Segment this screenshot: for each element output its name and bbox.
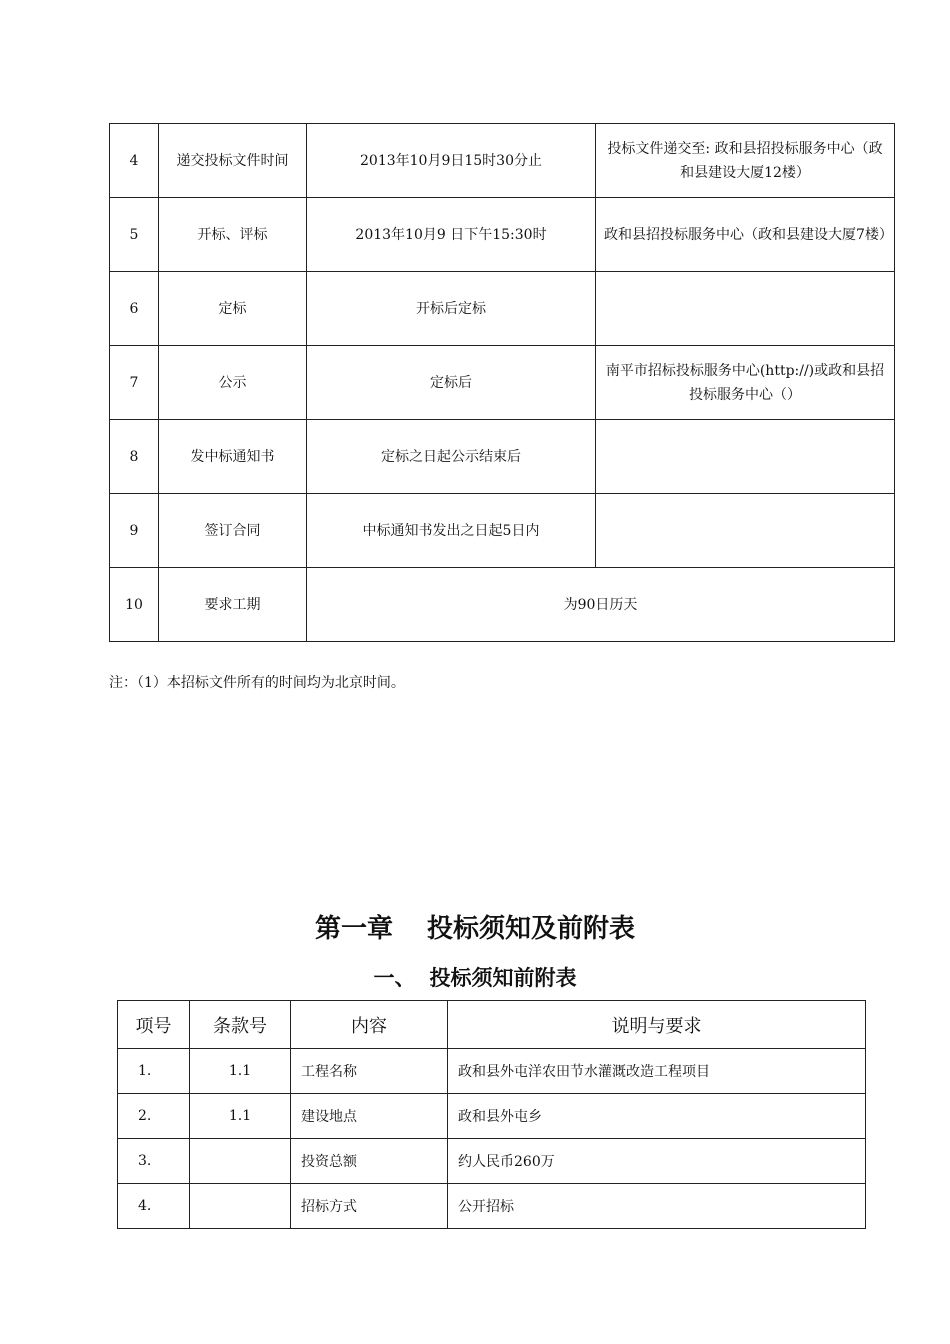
clause-no: 1.1 <box>190 1049 291 1094</box>
header-item-no: 项号 <box>118 1001 190 1049</box>
clause-no <box>190 1184 291 1229</box>
table-row <box>110 494 895 568</box>
row-number: 7 <box>110 346 159 420</box>
table-row <box>118 1049 866 1094</box>
row-time: 中标通知书发出之日起5日内 <box>307 494 596 568</box>
table-row <box>118 1094 866 1139</box>
item-no: 2. <box>118 1094 190 1139</box>
row-item: 定标 <box>159 272 307 346</box>
row-time: 开标后定标 <box>307 272 596 346</box>
table-row <box>118 1184 866 1229</box>
header-content: 内容 <box>291 1001 448 1049</box>
row-location <box>596 272 895 346</box>
table-row <box>118 1139 866 1184</box>
header-description: 说明与要求 <box>448 1001 866 1049</box>
chapter-title: 投标须知及前附表 <box>427 914 636 944</box>
item-no: 4. <box>118 1184 190 1229</box>
table-row <box>110 124 895 198</box>
description: 约人民币260万 <box>448 1139 866 1184</box>
row-item: 发中标通知书 <box>159 420 307 494</box>
description: 政和县外屯乡 <box>448 1094 866 1139</box>
row-number: 4 <box>110 124 159 198</box>
section-heading <box>0 962 950 992</box>
time-note: 注：（1）本招标文件所有的时间均为北京时间。 <box>109 675 405 691</box>
row-time: 2013年10月9 日下午15:30时 <box>307 198 596 272</box>
chapter-label: 第一章 <box>314 914 393 944</box>
row-number: 9 <box>110 494 159 568</box>
table-row <box>110 198 895 272</box>
row-number: 8 <box>110 420 159 494</box>
row-item: 开标、评标 <box>159 198 307 272</box>
item-no: 1. <box>118 1049 190 1094</box>
section-label: 一、 <box>373 966 416 990</box>
item-no: 3. <box>118 1139 190 1184</box>
table-row <box>110 272 895 346</box>
header-clause-no: 条款号 <box>190 1001 291 1049</box>
description: 公开招标 <box>448 1184 866 1229</box>
row-location <box>596 420 895 494</box>
row-item: 公示 <box>159 346 307 420</box>
row-number: 5 <box>110 198 159 272</box>
content: 建设地点 <box>291 1094 448 1139</box>
row-location <box>596 494 895 568</box>
table-row <box>110 420 895 494</box>
row-time: 定标后 <box>307 346 596 420</box>
table-header-row <box>118 1001 866 1049</box>
row-number: 6 <box>110 272 159 346</box>
row-time: 定标之日起公示结束后 <box>307 420 596 494</box>
appendix-table <box>117 1000 866 1229</box>
content: 投资总额 <box>291 1139 448 1184</box>
row-item: 要求工期 <box>159 568 307 642</box>
row-item: 签订合同 <box>159 494 307 568</box>
table-row <box>110 568 895 642</box>
row-location: 政和县招投标服务中心（政和县建设大厦7楼） <box>596 198 895 272</box>
description: 政和县外屯洋农田节水灌溉改造工程项目 <box>448 1049 866 1094</box>
schedule-table <box>109 123 895 642</box>
clause-no: 1.1 <box>190 1094 291 1139</box>
row-location: 南平市招标投标服务中心(http://)或政和县招投标服务中心（） <box>596 346 895 420</box>
row-merged-value: 为90日历天 <box>307 568 895 642</box>
row-number: 10 <box>110 568 159 642</box>
content: 招标方式 <box>291 1184 448 1229</box>
row-time: 2013年10月9日15时30分止 <box>307 124 596 198</box>
row-location: 投标文件递交至: 政和县招投标服务中心（政和县建设大厦12楼） <box>596 124 895 198</box>
section-title: 投标须知前附表 <box>429 966 577 990</box>
chapter-heading <box>0 908 950 945</box>
clause-no <box>190 1139 291 1184</box>
table-row <box>110 346 895 420</box>
row-item: 递交投标文件时间 <box>159 124 307 198</box>
content: 工程名称 <box>291 1049 448 1094</box>
